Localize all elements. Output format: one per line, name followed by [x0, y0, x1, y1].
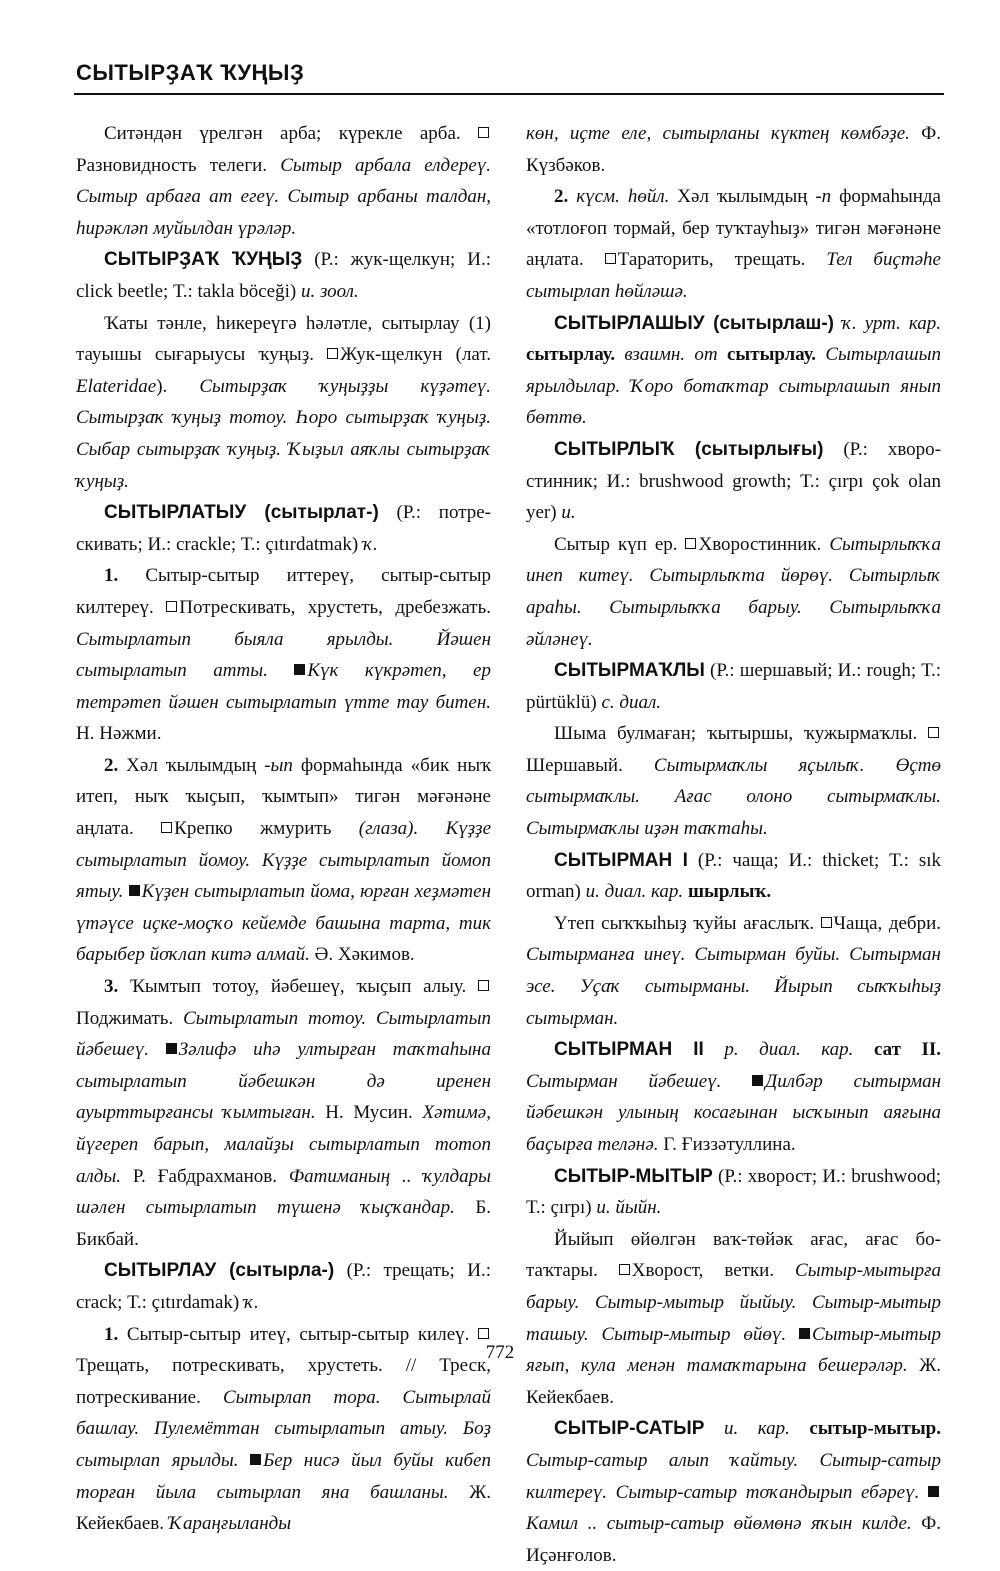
- dictionary-entry: СЫТЫРҘАҠ ҠУҢЫҘ (Р.: жук-щелкун; И.: click beetle; Т.: takla böceği) и. зоол.: [76, 249, 492, 302]
- hollow-square-icon: [166, 601, 177, 612]
- filled-square-icon: [799, 1328, 810, 1339]
- dictionary-entry: СЫТЫР-МЫТЫР (Р.: хворост; И.: brushwood; Т.: çırpı) и. йыйн.: [526, 1165, 941, 1219]
- sense-number: 3.: [104, 976, 119, 998]
- headword: СЫТЫРМАН II: [554, 1039, 704, 1061]
- hollow-square-icon: [161, 822, 172, 833]
- headword: СЫТЫР-МЫТЫР: [554, 1165, 713, 1187]
- headword: СЫТЫРЛЫҠ (сытырлығы): [554, 438, 824, 460]
- definition: Ҡаты тәнле, һикереүгә һәләтле, сытырлау (1) тауышы сығарыусы ҡуңыҙ. Жук-щелкун (лат. Elateridae). Сытырҙаҡ ҡуңыҙҙы күҙәтеү. Сытырҙаҡ ҡуңыҙ тотоу. Һоро сытырҙаҡ ҡуңыҙ. Сыбар сытырҙаҡ ҡуңыҙ. Ҡыҙыл аяҡлы сытырҙаҡ ҡуңыҙ.: [76, 312, 492, 492]
- filled-square-icon: [928, 1486, 939, 1497]
- dictionary-entry: СЫТЫРЛАТЫУ (сытырлат-) (Р.: потрескивать; И.: crackle; Т.: çıtırdatmak) ҡ.: [76, 502, 491, 555]
- filled-square-icon: [250, 1454, 261, 1465]
- dictionary-entry: СЫТЫРЛАШЫУ (сытырлаш-) ҡ. урт. кар. сытырлау. взаимн. от сытырлау. Сытырлашып ярылдылар. Ҡоро ботаҡтар сытырлашып янып бөттө.: [526, 312, 941, 429]
- hollow-square-icon: [327, 348, 338, 359]
- sense: 1. Сытыр-сытыр итеү, сытыр-сытыр килеү. Трещать, потрескивать, хрустеть. // Треск, потрескивание. Сытырлап тора. Сытырлай башлау. Пулемёттан сытырлатып атыу. Боҙ сытырлап ярылды. Бер нисә йыл буйы кибеп торған йыла сытырлап яна башланы. Ж. Кейекбаев. Ҡараңғыланды: [76, 1323, 491, 1535]
- headword: СЫТЫРЛАУ (сытырла-): [104, 1260, 335, 1282]
- definition: Сытыр күп ер. Хворостинник. Сытырлыҡҡа инеп китеү. Сытырлыҡта йөрөү. Сытырлыҡ араһы. Сытырлыҡҡа барыу. Сытырлыҡҡа әйләнеү.: [526, 533, 941, 650]
- hollow-square-icon: [605, 253, 616, 264]
- hollow-square-icon: [478, 127, 489, 138]
- filled-square-icon: [166, 1043, 177, 1054]
- headword: СЫТЫРҘАҠ ҠУҢЫҘ: [104, 249, 303, 271]
- definition: Шыма булмаған; ҡытыршы, ҡужырмаҡлы. Шершавый. Сытырмаҡлы яҫылыҡ. Өҫтө сытырмаҡлы. Ағас олоно сытырмаҡлы. Сытырмаҡлы иҙән таҡтаһы.: [526, 723, 941, 840]
- hollow-square-icon: [619, 1264, 630, 1275]
- header-rule: [74, 93, 944, 95]
- filled-square-icon: [752, 1075, 763, 1086]
- entry-continuation: көн, иҫте еле, сытырланы күктең көмбәҙе. Ф. Күзбәков.: [526, 123, 942, 176]
- filled-square-icon: [294, 664, 305, 675]
- dictionary-entry: СЫТЫРЛАУ (сытырла-) (Р.: трещать; И.: crack; Т.: çıtırdamak) ҡ.: [76, 1260, 491, 1313]
- page-number: 772: [485, 1342, 515, 1363]
- left-column: [76, 118, 491, 1540]
- headword: СЫТЫРЛАШЫУ (сытырлаш-): [554, 312, 834, 334]
- hollow-square-icon: [685, 538, 696, 549]
- sense-number: 2.: [104, 754, 119, 776]
- hollow-square-icon: [928, 727, 939, 738]
- sense: 1. Сытыр-сытыр иттереү, сытыр-сытыр килтереү. Потрескивать, хрустеть, дребезжать. Сытырлатып быяла ярылды. Йәшен сытырлатып атты. Күк күкрәтеп, ер тетрәтеп йәшен сытырлатып үтте тау битен. Н. Нәжми.: [76, 565, 491, 745]
- definition: Үтеп сыҡҡыһыҙ ҡуйы ағаслыҡ. Чаща, дебри. Сытырманға инеү. Сытырман буйы. Сытырман эсе. Уҫаҡ сытырманы. Йырып сыҡҡыһыҙ сытырман.: [526, 912, 942, 1029]
- sense: 2. күсм. һөйл. Хәл ҡылымдың -п формаһында «тотлоғоп тормай, бер туҡтауһыҙ» тигән мәғәнәне аңлата. Тараторить, трещать. Тел биҫтәһе сытырлап һөйләшә.: [526, 186, 941, 302]
- headword: СЫТЫРМАН I: [554, 849, 688, 871]
- sense: 3. Ҡымтып тотоу, йәбешеү, ҡыҫып алыу. Поджимать. Сытырлатып тотоу. Сытырлатып йәбешеү. Зәлифә иһә ултырған таҡтаһына сытырлатып йәбешкән дә иренен ауырттырғансы ҡымтыған. Н. Мусин. Хәтимә, йүгереп барып, малайҙы сытырлатып тотоп алды. Р. Ғабдрахманов. Фатиманың .. ҡулдары шәлен сытырлатып түшенә ҡыҫҡандар. Б. Бикбай.: [76, 976, 491, 1250]
- dictionary-entry: СЫТЫРЛЫҠ (сытырлығы) (Р.: хворостинник; И.: brushwood growth; Т.: çırpı çok olan yer) и.: [526, 438, 942, 524]
- dictionary-entry: СЫТЫРМАН I (Р.: чаща; И.: thicket; Т.: sık orman) и. диал. кар. шырлыҡ.: [526, 849, 941, 903]
- hollow-square-icon: [821, 917, 832, 928]
- sense-number: 1.: [104, 565, 119, 587]
- headword: СЫТЫРМАҠЛЫ: [554, 660, 705, 682]
- entry-continuation: Ситәндән үрелгән арба; күрекле арба. Разновидность телеги. Сытыр арбала елдереү. Сытыр арбаға ат егеү. Сытыр арбаны талдан, һирәкләп муйылдан үрәләр.: [76, 123, 492, 239]
- dictionary-entry: СЫТЫРМАҠЛЫ (Р.: шершавый; И.: rough; Т.: pürtüklü) с. диал.: [526, 660, 941, 713]
- sense-number: 1.: [104, 1323, 119, 1345]
- hollow-square-icon: [478, 1328, 489, 1339]
- dictionary-entry: СЫТЫР-САТЫР и. кар. сытыр-мытыр. Сытыр-сатыр алып ҡайтыу. Сытыр-сатыр килтереү. Сытыр-сатыр тоҡандырып ебәреү. Камил .. сытыр-сатыр өйөмөнә яҡын килде. Ф. Иҫәнғолов.: [526, 1418, 941, 1566]
- running-head: СЫТЫРҘАҠ ҠУҢЫҘ: [76, 60, 305, 85]
- filled-square-icon: [129, 885, 140, 896]
- headword: СЫТЫР-САТЫР: [554, 1418, 705, 1440]
- definition: Йыйып өйөлгән ваҡ-төйәк ағас, ағас ботаҡтары. Хворост, ветки. Сытыр-мытырға барыу. Сытыр-мытыр йыйыу. Сытыр-мытыр ташыу. Сытыр-мытыр өйөү. Сытыр-мытыр яғып, кула менән тамаҡтарына бешерәләр. Ж. Кейекбаев.: [526, 1228, 941, 1408]
- headword: СЫТЫРЛАТЫУ (сытырлат-): [104, 502, 379, 524]
- dictionary-entry: СЫТЫРМАН II р. диал. кар. сат II. Сытырман йәбешеү. Дилбәр сытырман йәбешкән улының косағынан ысҡынып аяғына баҫырға теләнə. Г. Ғиззәтуллина.: [526, 1039, 942, 1155]
- hollow-square-icon: [478, 980, 489, 991]
- sense: 2. Хәл ҡылымдың -ып формаһында «бик ныҡ итеп, ныҡ ҡыҫып, ҡымтып» тигән мәғәнәне аңлата. Крепко жмурить (глаза). Күҙҙе сытырлатып йомоу. Күҙҙе сытырлатып йомоп ятыу. Күҙен сытырлатып йома, юрған хеҙмәтен үтәүсе иҫке-моҫҡо кейемде башына тарта, тик барыбер йоҡлап китә алмай. Ә. Хәкимов.: [76, 754, 492, 966]
- sense-number: 2.: [554, 186, 569, 208]
